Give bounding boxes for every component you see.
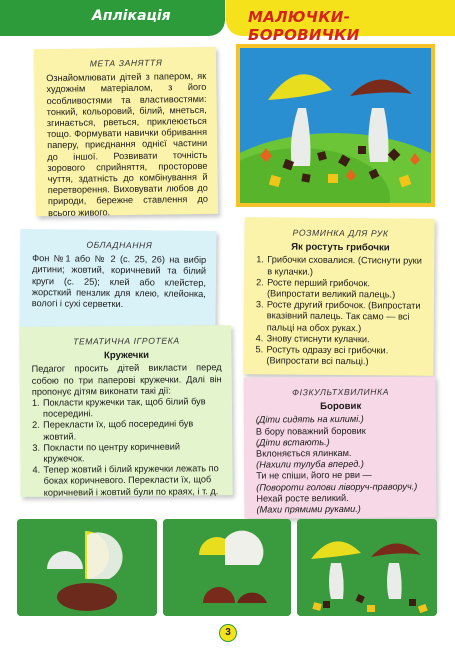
warmup-subtitle: Як ростуть грибочки (291, 241, 390, 254)
physical-note (244, 376, 437, 518)
craft-picture (236, 44, 435, 207)
page-number: 3 (219, 624, 237, 642)
equipment-text: Фон №1 або № 2 (с. 25, 26) на вибір дитини; жовтий, коричневий та білий круги (с. 25); клей або клейстер, жорсткий пензлик для клею, клейонка, вологі і сухі серветки. (31, 253, 207, 310)
list-item: 5. Ростуть одразу всі грибочки. (Випростати всі пальці.) (255, 344, 389, 367)
verse-line: (Повороти голови ліворуч-праворуч.) (256, 481, 418, 493)
section-label: Аплікація (92, 8, 171, 24)
game-intro: Педагог просить дітей викласти перед собою по три паперові кружечки. Далі він пропонує дітям виконати такі дії: (31, 362, 222, 397)
verse-line: Нехай росте великий. (256, 492, 349, 504)
warmup-list (255, 255, 424, 368)
mushroom-applique-image (240, 48, 431, 203)
verse-line: Ти не спіши, його не рви — (256, 470, 372, 482)
equipment-note (19, 229, 216, 329)
list-item: 3. Покласти по центру коричневий кружечок. (32, 441, 181, 464)
paper-circles-image (17, 519, 157, 616)
list-item: 3. Росте другий грибочок. (Випростати вказівний палець. Так само — всі пальці на обох руках.) (255, 299, 421, 333)
list-item: 4. Тепер жовтий і білий кружечки лежать по боках коричневого. Перекласти їх, щоб коричневий і жовтий були по краях, і т. д. (32, 463, 219, 498)
verse-line: (Нахили тулуба вперед.) (256, 459, 364, 470)
torn-paper-image (163, 519, 291, 616)
goal-note (34, 47, 218, 217)
equipment-title: ОБЛАДНАННЯ (86, 239, 153, 251)
game-note (19, 325, 232, 497)
verse-line: (Махи прямими руками.) (256, 503, 361, 515)
page-title: МАЛЮЧКИ-БОРОВИЧКИ (248, 8, 360, 44)
list-item: 4. Знову стиснути кулачки. (255, 333, 370, 345)
goal-title: МЕТА ЗАНЯТТЯ (89, 57, 163, 69)
verse-line: (Діти встають.) (255, 436, 330, 448)
step-photo-2 (163, 519, 291, 616)
physical-title: ФІЗКУЛЬТХВИЛИНКА (292, 386, 390, 398)
finished-mushrooms-image (297, 519, 437, 616)
list-item: 2. Росте перший грибочок. (Випростати великий палець.) (256, 277, 396, 300)
game-title: ТЕМАТИЧНА ІГРОТЕКА (73, 335, 180, 347)
physical-subtitle: Боровик (320, 401, 362, 413)
step-photo-1 (17, 519, 157, 616)
verse-line: Вклоняється ялинкам. (256, 447, 352, 459)
verse-line: (Діти сидять на килимі.) (255, 414, 364, 425)
step-photo-3 (297, 519, 437, 616)
warmup-note (243, 217, 434, 376)
section-header (0, 0, 225, 36)
game-list (32, 396, 223, 498)
warmup-title: РОЗМИНКА ДЛЯ РУК (292, 227, 389, 239)
verse-line: В бору поважний боровик (255, 425, 366, 437)
list-item: 1. Грибочки сховалися. (Стиснути руки в кулачки.) (256, 254, 422, 277)
game-subtitle: Кружечки (103, 349, 150, 362)
title-header (226, 0, 455, 44)
goal-text: Ознайомлювати дітей з папером, як художнім матеріалом, з його особливостями та властивостями: тонкий, кольоровий, білий, мнеться, згинається, рветься, приклеюється тощо. Формувати навички обривання паперу, приєднання однієї частини до іншої. Розвивати точність зорового сприйняття, просторове чуття, здатність до комбінування й перетворення. Виховувати любов до природи, бережне ставлення до всього живого. (46, 71, 209, 218)
list-item: 1. Покласти кружечки так, щоб білий був посередині. (31, 396, 206, 419)
list-item: 2. Перекласти їх, щоб посередині був жовтий. (32, 418, 194, 442)
physical-verse (256, 414, 427, 516)
